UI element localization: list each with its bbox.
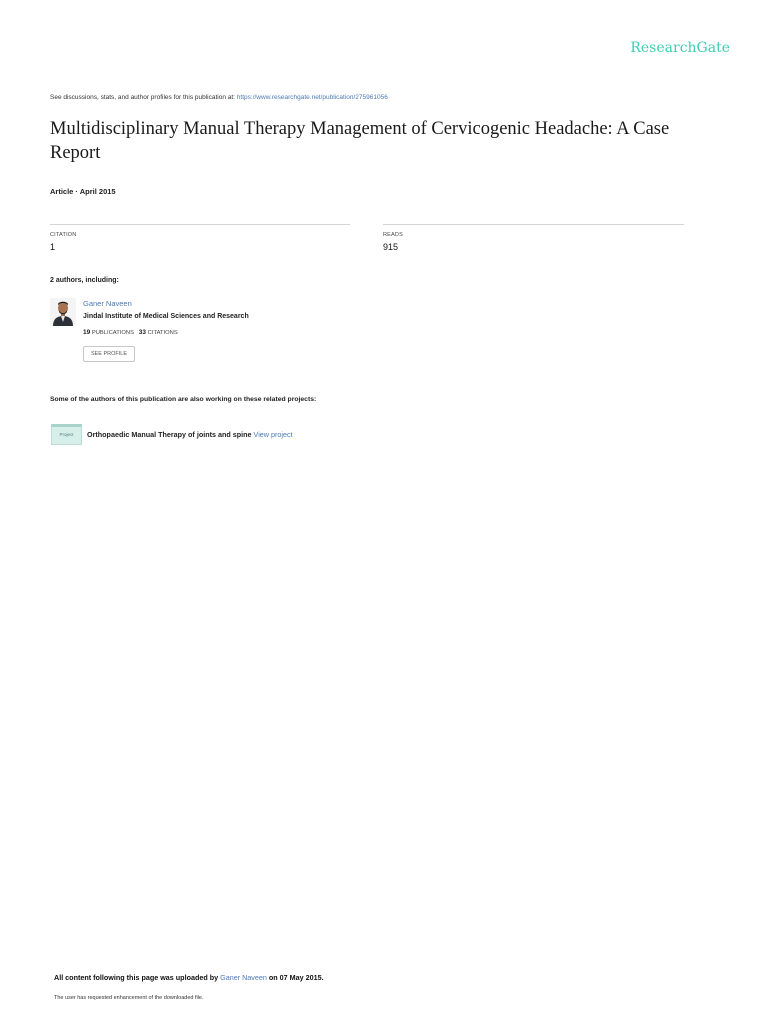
project-item [87, 430, 293, 439]
discussion-notice [50, 94, 388, 101]
divider-left [50, 224, 350, 225]
discussion-text: See discussions, stats, and author profiles for this publication at: [50, 94, 237, 101]
citation-label: CITATION [50, 232, 77, 238]
publication-url-link[interactable]: https://www.researchgate.net/publication/275961056 [236, 94, 388, 101]
author-name-link[interactable]: Ganer Naveen [83, 299, 132, 308]
citations-count: 33 [138, 329, 147, 336]
uploader-link[interactable]: Ganer Naveen [220, 973, 267, 982]
publication-title: Multidisciplinary Manual Therapy Management of Cervicogenic Headache: A Case Report [50, 119, 670, 163]
author-institution: Jindal Institute of Medical Sciences and Research [83, 313, 249, 320]
view-project-link[interactable]: View project [253, 430, 293, 439]
see-profile-button[interactable]: SEE PROFILE [83, 346, 135, 362]
author-avatar[interactable] [50, 298, 76, 326]
project-title: Orthopaedic Manual Therapy of joints and spine [87, 430, 254, 439]
upload-prefix: All content following this page was uploaded by [54, 973, 221, 982]
reads-count: 915 [383, 242, 399, 252]
publications-count: 19 [83, 329, 91, 336]
citation-count: 1 [50, 242, 56, 252]
publication-meta: Article · April 2015 [50, 187, 116, 196]
upload-suffix: on 07 May 2015. [266, 973, 324, 982]
enhancement-note: The user has requested enhancement of the downloaded file. [54, 995, 204, 1001]
related-projects-heading: Some of the authors of this publication are also working on these related projects: [50, 396, 317, 403]
upload-notice [54, 973, 324, 982]
authors-heading: 2 authors, including: [50, 277, 119, 284]
author-photo-icon [50, 298, 76, 326]
researchgate-logo[interactable]: ResearchGate [630, 40, 730, 56]
author-stats [83, 329, 178, 336]
publications-label: PUBLICATIONS [91, 330, 134, 336]
project-folder-icon[interactable]: Project [51, 424, 82, 445]
reads-label: READS [383, 232, 403, 238]
divider-right [383, 224, 684, 225]
citations-label: CITATIONS [147, 330, 178, 336]
